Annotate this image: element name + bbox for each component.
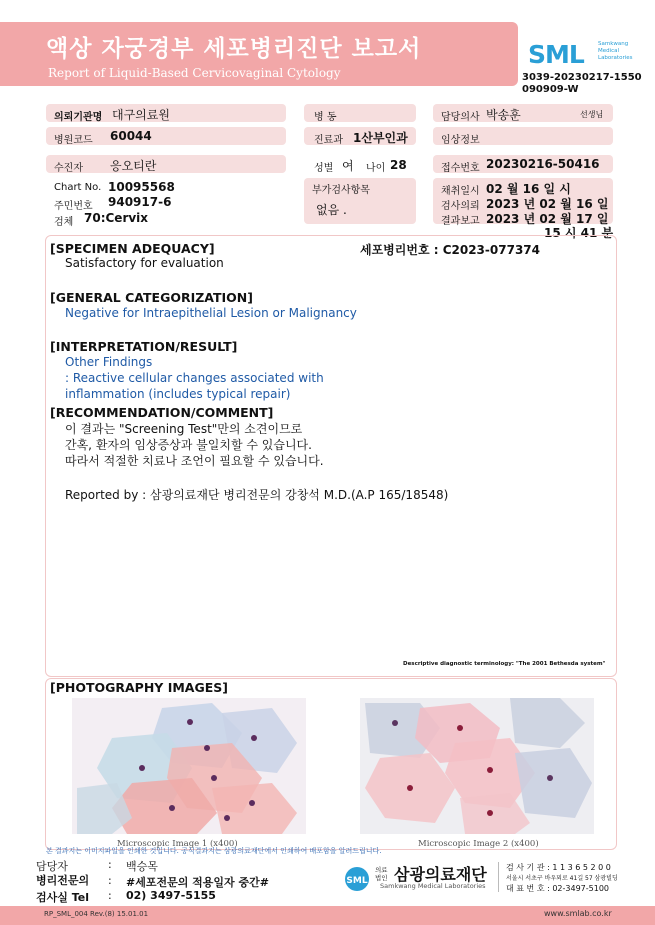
extra-test-value: 없음 . <box>316 203 347 217</box>
cell-image-1-graphic <box>72 698 306 834</box>
foundation-prefix: 의료법인 <box>375 866 388 882</box>
sex-label: 성별 <box>314 163 334 174</box>
reported-by: Reported by : 삼광의료재단 병리전문의 강창석 M.D.(A.P 165/18548) <box>65 488 449 502</box>
report-id-line: 090909-W <box>522 84 579 95</box>
doctor-suffix: 선생님 <box>580 110 604 119</box>
photo-heading: [PHOTOGRAPHY IMAGES] <box>50 680 228 695</box>
age-value: 28 <box>390 158 407 172</box>
recommendation-heading: [RECOMMENDATION/COMMENT] <box>50 405 274 420</box>
receipt-label: 접수번호 <box>441 163 480 174</box>
foundation-phone: 대 표 번 호 : 02-3497-5100 <box>506 884 609 893</box>
foundation-logo-graphic <box>344 866 370 892</box>
chart-label: Chart No. <box>54 182 102 193</box>
lab-tel-label: 검사실 Tel <box>36 891 89 904</box>
interpretation-line-2: : Reactive cellular changes associated with <box>65 371 324 385</box>
patient-value: 응오티란 <box>110 159 157 173</box>
image-1-caption: Microscopic Image 1 (x400) <box>117 839 238 849</box>
collect-label: 채취일시 <box>441 186 480 197</box>
department-label: 진료과 <box>314 135 343 146</box>
form-code: RP_SML_004 Rev.(8) 15.01.01 <box>44 910 149 918</box>
age-label: 나이 <box>366 163 386 174</box>
pathology-number: 세포병리번호 : C2023-077374 <box>360 243 540 257</box>
image-2-caption: Microscopic Image 2 (x400) <box>418 839 539 849</box>
hospital-code-value: 60044 <box>110 129 152 143</box>
recommendation-line-3: 따라서 적절한 치료나 조언이 필요할 수 있습니다. <box>65 454 324 468</box>
request-label: 검사의뢰 <box>441 201 480 212</box>
result-value: 2023 년 02 월 17 일 <box>486 212 609 226</box>
report-subtitle: Report of Liquid-Based Cervicovaginal Cytology <box>48 66 341 80</box>
svg-text:SML: SML <box>346 876 368 886</box>
manager-label: 담당자 <box>36 860 68 873</box>
hospital-code-label: 병원코드 <box>54 135 93 146</box>
report-title: 액상 자궁경부 세포병리진단 보고서 <box>46 36 422 62</box>
lab-tel-value: 02) 3497-5155 <box>126 889 216 902</box>
report-id <box>522 72 642 96</box>
chart-value: 10095568 <box>108 180 175 194</box>
result-time: 15 시 41 분 <box>544 226 614 240</box>
doctor-label: 담당의사 <box>441 112 480 123</box>
manager-colon: : <box>108 858 112 871</box>
ward-label: 병 동 <box>314 112 337 123</box>
cell-image-2-graphic <box>360 698 594 834</box>
request-value: 2023 년 02 월 16 일 <box>486 197 609 211</box>
report-id-line: 3039-20230217-1550 <box>522 72 642 83</box>
microscopic-image-1 <box>72 698 306 834</box>
footer-divider <box>498 862 499 892</box>
logo-caption-line: Medical <box>598 48 620 54</box>
specimen-label: 검체 <box>54 217 74 228</box>
foundation-address: 서울시 서초구 바우뫼로 41길 57 삼광빌딩 <box>506 875 618 882</box>
general-heading: [GENERAL CATEGORIZATION] <box>50 290 253 305</box>
interpretation-line-1: Other Findings <box>65 355 153 369</box>
doctor-value: 박송훈 <box>486 108 521 122</box>
terminology-note: Descriptive diagnostic terminology: "The 2001 Bethesda system" <box>403 661 606 667</box>
logo-caption-line: Samkwang <box>598 41 629 47</box>
foundation-logo-icon <box>344 866 370 896</box>
adequacy-text: Satisfactory for evaluation <box>65 256 224 270</box>
extra-test-label: 부가검사항목 <box>312 185 370 196</box>
patient-label: 수진자 <box>54 163 83 174</box>
logo-caption-line: Laboratories <box>598 55 633 61</box>
sml-logo: SML <box>528 40 584 69</box>
microscopic-image-2 <box>360 698 594 834</box>
department-value: 1산부인과 <box>353 131 408 145</box>
print-notice: 본 결과지는 이미지파일을 인쇄한 것입니다. 공식결과지는 삼광의료재단에서 인쇄하여 배포함을 알려드립니다. <box>46 847 382 855</box>
pathologist-value: #세포전문의 적용일자 중간# <box>126 876 269 889</box>
pathologist-label: 병리전문의 <box>36 874 90 887</box>
lab-tel-colon: : <box>108 889 112 902</box>
recommendation-line-1: 이 결과는 "Screening Test"만의 소견이므로 <box>65 422 303 436</box>
institution-label: 의뢰기관명 <box>54 112 103 123</box>
sex-value: 여 <box>342 159 354 173</box>
adequacy-heading: [SPECIMEN ADEQUACY] <box>50 241 215 256</box>
result-label: 결과보고 <box>441 216 480 227</box>
pathologist-colon: : <box>108 874 112 887</box>
resident-id-label: 주민번호 <box>54 201 93 212</box>
foundation-english: Samkwang Medical Laboratories <box>380 882 486 890</box>
collect-value: 02 월 16 일 시 <box>486 182 571 196</box>
interpretation-line-3: inflammation (includes typical repair) <box>65 387 291 401</box>
sml-logo-caption <box>598 41 632 62</box>
institution-value: 대구의료원 <box>112 108 170 122</box>
institution-code: 검 사 기 관 : 1 1 3 6 5 2 0 0 <box>506 863 611 872</box>
general-text: Negative for Intraepithelial Lesion or Malignancy <box>65 306 357 320</box>
specimen-value: 70:Cervix <box>84 211 149 225</box>
receipt-value: 20230216-50416 <box>486 157 600 171</box>
recommendation-line-2: 간혹, 환자의 임상증상과 불일치할 수 있습니다. <box>65 438 312 452</box>
interpretation-heading: [INTERPRETATION/RESULT] <box>50 339 238 354</box>
resident-id-value: 940917-6 <box>108 195 172 209</box>
manager-value: 백승목 <box>126 860 158 873</box>
website-link[interactable]: www.smlab.co.kr <box>544 909 612 918</box>
clinical-info-label: 임상정보 <box>441 135 480 146</box>
foundation-name: 삼광의료재단 <box>394 865 487 884</box>
